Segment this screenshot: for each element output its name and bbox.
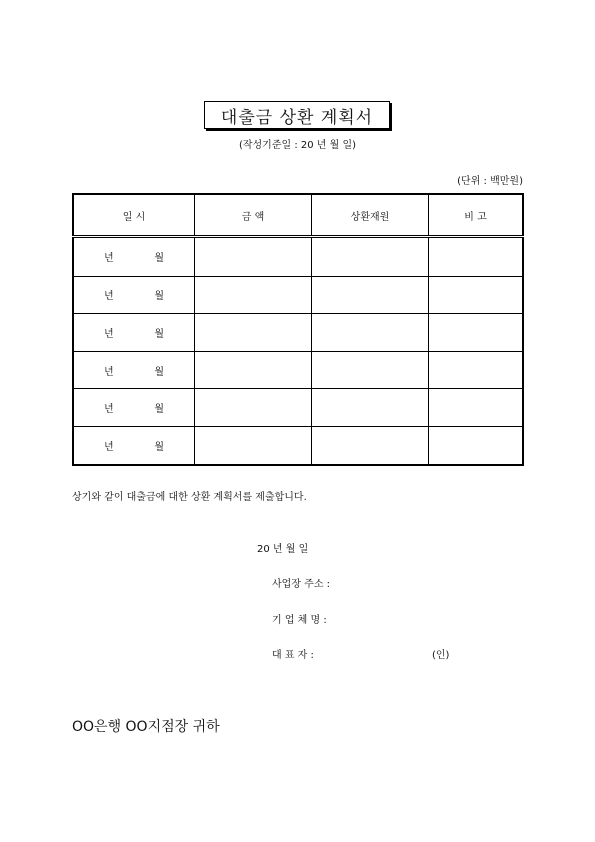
source-cell[interactable] <box>312 426 429 465</box>
year-label: 년 <box>104 291 114 303</box>
remarks-cell[interactable] <box>429 351 524 389</box>
amount-cell[interactable] <box>195 426 312 465</box>
month-label: 월 <box>154 253 164 265</box>
source-cell[interactable] <box>312 351 429 389</box>
table-row <box>73 351 523 389</box>
remarks-cell[interactable] <box>429 389 524 427</box>
table-row <box>73 276 523 314</box>
company-field-label: 기 업 체 명 : <box>272 615 327 626</box>
source-cell[interactable] <box>312 276 429 314</box>
month-label: 월 <box>154 404 164 416</box>
year-label: 년 <box>104 328 114 340</box>
table-row <box>73 389 523 427</box>
table-header-row <box>73 194 523 237</box>
addressee: OO은행 OO지점장 귀하 <box>72 719 220 735</box>
reference-date: (작성기준일 : 20 년 월 일) <box>238 140 357 151</box>
amount-cell[interactable] <box>195 276 312 314</box>
address-field-label: 사업장 주소 : <box>272 579 331 590</box>
amount-cell[interactable] <box>195 389 312 427</box>
declaration-text: 상기와 같이 대출금에 대한 상환 계획서를 제출합니다. <box>72 492 307 503</box>
month-label: 월 <box>154 328 164 340</box>
source-cell[interactable] <box>312 389 429 427</box>
date-cell <box>73 276 195 314</box>
representative-field-label: 대 표 자 : <box>272 650 314 661</box>
seal-mark: (인) <box>432 650 450 661</box>
repayment-table <box>72 193 524 466</box>
amount-cell[interactable] <box>195 237 312 277</box>
unit-label: (단위 : 백만원) <box>457 176 523 187</box>
date-cell <box>73 314 195 352</box>
year-label: 년 <box>104 441 114 453</box>
month-label: 월 <box>154 291 164 303</box>
year-label: 년 <box>104 404 114 416</box>
remarks-cell[interactable] <box>429 237 524 277</box>
table-row <box>73 237 523 277</box>
source-cell[interactable] <box>312 237 429 277</box>
source-cell[interactable] <box>312 314 429 352</box>
date-cell <box>73 237 195 277</box>
header-source: 상환재원 <box>312 194 429 237</box>
year-label: 년 <box>104 253 114 265</box>
table-row <box>73 314 523 352</box>
year-label: 년 <box>104 366 114 378</box>
month-label: 월 <box>154 366 164 378</box>
date-cell <box>73 426 195 465</box>
month-label: 월 <box>154 441 164 453</box>
amount-cell[interactable] <box>195 351 312 389</box>
table-row <box>73 426 523 465</box>
date-cell <box>73 351 195 389</box>
remarks-cell[interactable] <box>429 314 524 352</box>
header-remarks: 비 고 <box>429 194 524 237</box>
submission-date: 20 년 월 일 <box>257 544 309 555</box>
amount-cell[interactable] <box>195 314 312 352</box>
remarks-cell[interactable] <box>429 276 524 314</box>
remarks-cell[interactable] <box>429 426 524 465</box>
header-amount: 금 액 <box>195 194 312 237</box>
date-cell <box>73 389 195 427</box>
document-title: 대출금 상환 계획서 <box>204 101 390 129</box>
header-date: 일 시 <box>73 194 195 237</box>
